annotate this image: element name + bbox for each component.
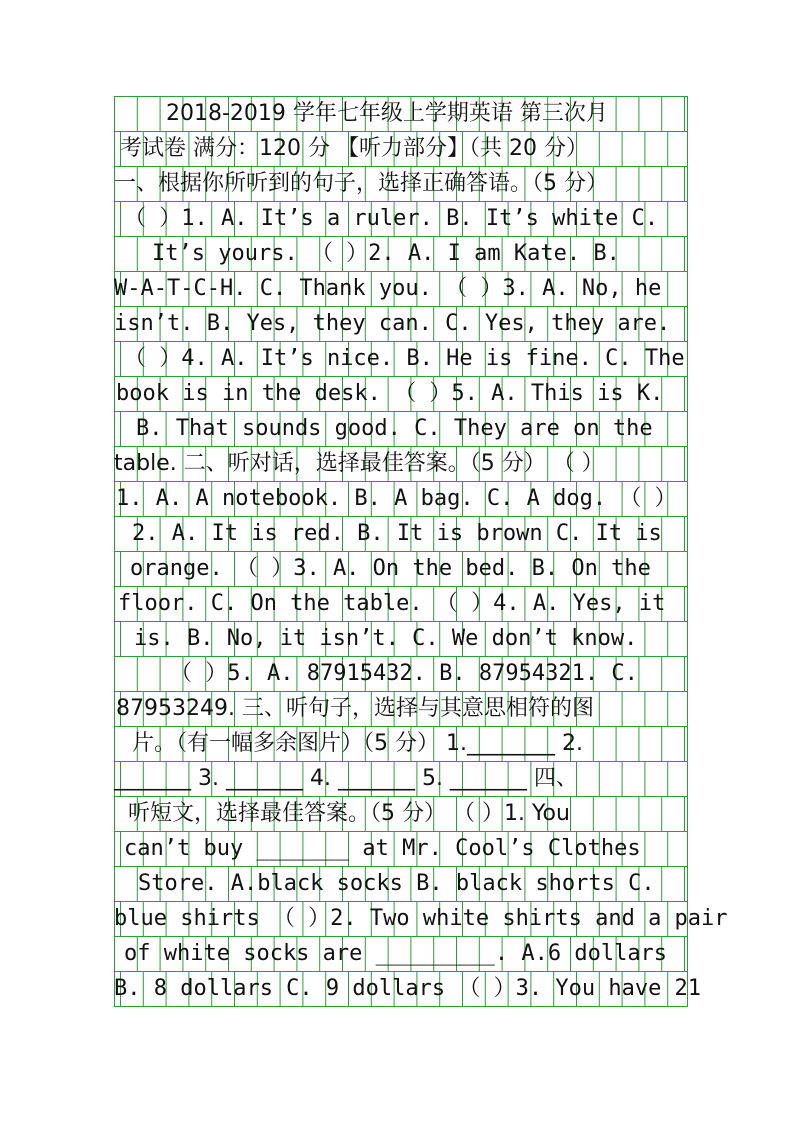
text-line-9: book is in the desk. （ ）5. A. This is K. (116, 381, 664, 406)
text-line-24: blue shirts （ ）2. Two white shirts and a pair (114, 906, 728, 931)
text-line-12: 1. A. A notebook. B. A bag. C. A dog. （ ） (116, 486, 677, 511)
text-line-19: 片。（有一幅多余图片）（5 分） 1.________ 2. (132, 731, 583, 756)
answer-sheet (114, 96, 728, 1035)
text-line-6: W-A-T-C-H. C. Thank you. （ ）3. A. No, he (114, 276, 662, 301)
text-line-7: isn’t. B. Yes, they can. C. Yes, they are. (114, 311, 671, 336)
text-line-23: Store. A.black socks B. black shorts C. (138, 871, 655, 896)
text-line-2: 考试卷 满分：120 分 【听力部分】（共 20 分） (120, 136, 588, 161)
text-line-26: B. 8 dollars C. 9 dollars （ ）3. You have 21 (114, 976, 702, 1001)
text-line-17: （ ）5. A. 87915432. B. 87954321. C. (170, 661, 638, 686)
text-line-18: 87953249. 三、听句子，选择与其意思相符的图 (116, 696, 594, 721)
text-line-25: of white socks are _________. A.6 dollars (124, 941, 668, 966)
text-line-20: _______ 3. _______ 4. _______ 5. _______ 四、 (114, 766, 578, 791)
text-line-5: It’s yours. （ ）2. A. I am Kate. B. (152, 241, 620, 266)
text-line-22: can’t buy _______ at Mr. Cool’s Clothes (124, 836, 641, 861)
text-line-15: floor. C. On the table. （ ）4. A. Yes, it (118, 591, 666, 616)
text-line-10: B. That sounds good. C. They are on the (136, 416, 653, 441)
text-line-8: （ ）4. A. It’s nice. B. He is fine. C. The (124, 346, 685, 371)
text-line-21: 听短文，选择最佳答案。（5 分） （ ）1. You (128, 801, 570, 826)
text-line-16: is. B. No, it isn’t. C. We don’t know. (134, 626, 638, 651)
text-line-4: （ ）1. A. It’s a ruler. B. It’s white C. (124, 206, 659, 231)
text-line-11: table. 二、听对话，选择最佳答案。（5 分） （ ） (114, 451, 604, 476)
text-line-13: 2. A. It is red. B. It is brown C. It is (132, 521, 662, 546)
text-line-3: 一、根据你所听到的句子，选择正确答语。（5 分） (114, 171, 608, 196)
text-line-14: orange. （ ）3. A. On the bed. B. On the (130, 556, 651, 581)
text-line-1: 2018-2019 学年七年级上学期英语 第三次月 (166, 101, 608, 126)
